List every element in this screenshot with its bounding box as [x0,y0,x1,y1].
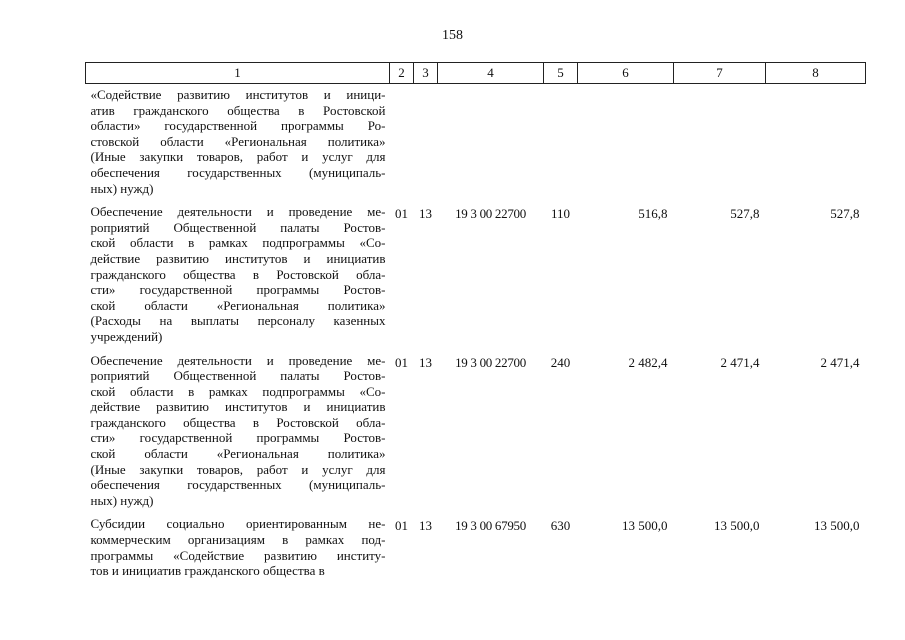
description-line: роприятий Общественной палаты Ростов- [90,219,386,235]
description-line: Субсидии социально ориентированным не- [90,516,386,532]
amount-year-2: 527,8 [730,206,760,222]
section-code: 01 [395,354,408,370]
description-line: тов и инициатив гражданского общества в [90,563,325,579]
amount-year-1 [578,84,674,205]
description-line: учреждений) [90,328,163,344]
description-line: ской области в рамках подпрограммы «Со- [90,383,386,399]
target-article-code [438,84,544,205]
description-line: атив гражданского общества в Ростовской [90,102,386,118]
description-line: (Расходы на выплаты персоналу казенных [90,313,386,329]
row-description [86,204,390,352]
expense-type-code [544,84,578,205]
subsection-code: 13 [419,354,432,370]
description-line: области» государственной программы Ро- [90,118,386,134]
description-line: сти» государственной программы Ростов- [90,430,386,446]
section-code [390,84,414,205]
description-line: ской области в рамках подпрограммы «Со- [90,235,386,251]
amount-year-1: 516,8 [638,206,668,222]
description-line: программы «Содействие развитию институ- [90,547,386,563]
description-line: Обеспечение деятельности и проведение ме- [90,204,386,220]
description-line: ных) нужд) [90,492,154,508]
description-line: Обеспечение деятельности и проведение ме- [90,352,386,368]
description-line: сти» государственной программы Ростов- [90,282,386,298]
description-line: «Содействие развитию институтов и иници- [90,87,386,102]
amount-year-3 [766,84,866,205]
header-cell: 3 [414,63,438,84]
subsection-code: 13 [419,206,432,222]
expense-type-code: 110 [550,206,571,222]
header-cell: 8 [766,63,866,84]
section-code: 01 [395,518,408,534]
description-line: гражданского общества в Ростовской обла- [90,266,386,282]
target-article-code: 19 3 00 22700 [455,354,526,370]
target-article-code: 19 3 00 22700 [455,206,526,222]
row-description [86,516,390,586]
target-article-code: 19 3 00 67950 [455,518,526,534]
description-line: обеспечения государственных (муниципаль- [90,164,386,180]
description-line: коммерческим организациям в рамках под- [90,532,386,548]
subsection-code [414,84,438,205]
amount-year-2: 13 500,0 [714,518,760,534]
header-cell: 2 [390,63,414,84]
description-line: обеспечения государственных (муниципаль- [90,477,386,493]
description-line: ных) нужд) [90,180,154,196]
description-line: роприятий Общественной палаты Ростов- [90,368,386,384]
description-line: стовской области «Региональная политика» [90,133,386,149]
table-row [86,353,866,517]
header-cell: 4 [438,63,544,84]
row-description [86,84,390,205]
header-cell: 7 [674,63,766,84]
page-number: 158 [442,28,463,43]
header-row [86,63,866,84]
amount-year-3: 527,8 [830,206,860,222]
amount-year-1: 2 482,4 [628,354,668,370]
amount-year-3: 2 471,4 [820,354,860,370]
budget-table [85,62,866,587]
amount-year-2: 2 471,4 [720,354,760,370]
table-row [86,516,866,586]
expense-type-code: 630 [550,518,571,534]
amount-year-1: 13 500,0 [622,518,668,534]
description-line: ской области «Региональная политика» [90,446,386,462]
description-line: действие развитию институтов и инициатив [90,250,386,266]
amount-year-3: 13 500,0 [814,518,860,534]
subsection-code: 13 [419,518,432,534]
row-description [86,353,390,517]
description-line: гражданского общества в Ростовской обла- [90,414,386,430]
section-code: 01 [395,206,408,222]
description-line: действие развитию институтов и инициатив [90,399,386,415]
description-line: (Иные закупки товаров, работ и услуг для [90,149,386,165]
table-row [86,84,866,205]
header-cell: 6 [578,63,674,84]
description-line: ской области «Региональная политика» [90,297,386,313]
amount-year-2 [674,84,766,205]
header-cell: 1 [86,63,390,84]
expense-type-code: 240 [550,354,571,370]
description-line: (Иные закупки товаров, работ и услуг для [90,461,386,477]
table-row [86,204,866,352]
header-cell: 5 [544,63,578,84]
